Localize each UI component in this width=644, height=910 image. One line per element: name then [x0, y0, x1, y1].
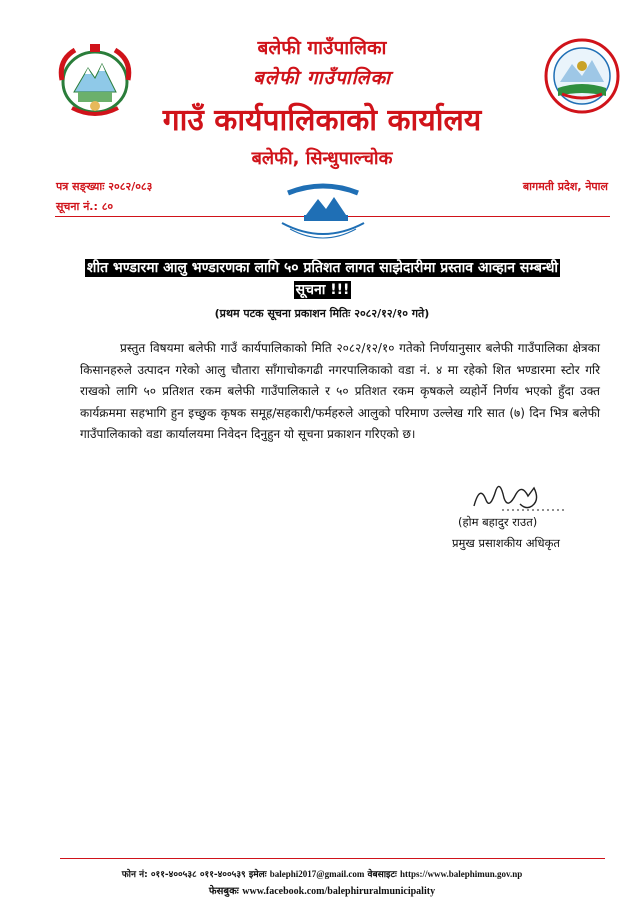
phone-label: फोन नं: — [121, 870, 148, 880]
signatory-title: प्रमुख प्रसाशकीय अधिकृत — [452, 536, 560, 550]
facebook-link[interactable]: www.facebook.com/balephiruralmunicipality — [242, 886, 436, 897]
notice-subject-text: शीत भण्डारमा आलु भण्डारणका लागि ५० प्रतिशत लागत साझेदारीमा प्रस्ताव आव्हान सम्बन्धी सूचना !!! — [86, 260, 559, 298]
signatory-name: (होम बहादुर राउत) — [458, 515, 538, 529]
publication-date: (प्रथम पटक सूचना प्रकाशन मितिः २०८२/१२/१० गते) — [214, 307, 430, 320]
footer-social — [0, 883, 644, 897]
reference-number: पत्र सङ्ख्याः २०८२/०८३ — [56, 180, 153, 193]
email-link[interactable]: balephi2017@gmail.com — [269, 869, 365, 879]
website-label: वेबसाइटः — [367, 870, 397, 880]
email-label: इमेलः — [248, 870, 267, 880]
municipality-name-stylized: बलेफी गाउँपालिका — [253, 67, 391, 89]
website-link[interactable]: https://www.balephimun.gov.np — [399, 869, 523, 879]
phone-value: ०११-४००५३८ ०११-४००५३९ — [150, 870, 246, 880]
office-title: गाउँ कार्यपालिकाको कार्यालय — [162, 103, 482, 138]
footer-divider — [60, 858, 605, 859]
notice-body: प्रस्तुत विषयमा बलेफी गाउँ कार्यपालिकाको मिति २०८२/१२/१० गतेको निर्णयानुसार बलेफी गाउँपालिका क्षेत्रका किसानहरुले उत्पादन गरेको आलु चौतारा साँगाचोकगढी नगरपालिकाको वडा नं. ४ मा रहेको शित भण्डारमा स्टोर गरि राखको लागि ५० प्रतिशत रकम बलेफी गाउँपालिकाले र ५० प्रतिशत रकम कृषकले व्यहोर्ने निर्णय भएको हुँदा उक्त कार्यक्रममा सहभागि हुन इच्छुक कृषक समूह/सहकारी/फर्महरुले आलुको परिमाण उल्लेख गरि सात (७) दिन भित्र बलेफी गाउँपालिकाको वडा कार्यालयमा निवेदन दिनुहुन यो सूचना प्रकाशन गरिएको छ। — [80, 341, 600, 442]
facebook-label: फेसबुकः — [208, 886, 239, 897]
office-seal-icon — [268, 183, 378, 247]
notice-number: सूचना नं.: ८० — [56, 200, 114, 213]
province-label: बागमती प्रदेश, नेपाल — [522, 180, 608, 193]
signature-icon — [462, 476, 572, 520]
footer-contact — [0, 867, 644, 880]
office-location: बलेफी, सिन्धुपाल्चोक — [251, 148, 393, 169]
notice-subject — [80, 257, 565, 301]
municipality-name: बलेफी गाउँपालिका — [257, 37, 387, 59]
